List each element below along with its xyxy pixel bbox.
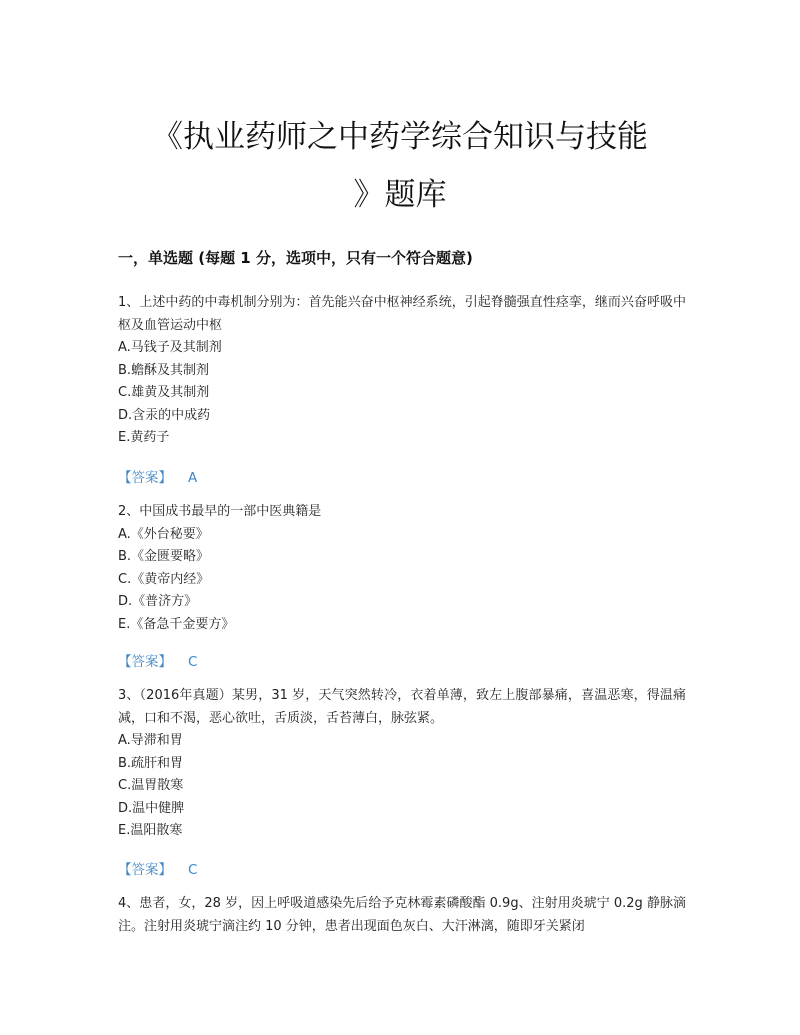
- question-1: [118, 292, 686, 450]
- document-title: [110, 108, 690, 224]
- answer-label: 【答案】: [118, 862, 172, 878]
- answer-label: 【答案】: [118, 470, 172, 486]
- question-text: 2、中国成书最早的一部中医典籍是: [118, 504, 322, 519]
- question-text: 4、患者，女，28 岁，因上呼吸道感染先后给予克林霉素磷酸酯 0.9g、注射用炎琥宁 0.2g 静脉滴注。注射用炎琥宁滴注约 10 分钟，患者出现面色灰白、大汗淋漓，随即牙关紧闭: [118, 896, 686, 934]
- option-b: B.蟾酥及其制剂: [118, 362, 210, 378]
- answer-value: C: [188, 862, 198, 878]
- option-c: C.雄黄及其制剂: [118, 385, 210, 400]
- question-text: 1、上述中药的中毒机制分别为：首先能兴奋中枢神经系统，引起脊髓强直性痉挛，继而兴奋呼吸中枢及血管运动中枢: [118, 295, 686, 333]
- document-title-line1: 《执业药师之中药学综合知识与技能: [152, 119, 648, 155]
- document-title-line2: 》题库: [353, 177, 447, 213]
- answer-value: A: [188, 470, 198, 486]
- option-d: D.温中健脾: [118, 800, 185, 816]
- answer-value: C: [188, 654, 198, 670]
- question-text: 3、（2016年真题）某男，31 岁，天气突然转冷，衣着单薄，致左上腹部暴痛，喜温恶寒，得温痛减，口和不渴，恶心欲吐，舌质淡，舌苔薄白，脉弦紧。: [118, 688, 686, 726]
- answer-1: [118, 466, 197, 486]
- section-heading: 一，单选题 (每题 1 分，选项中，只有一个符合题意): [118, 249, 473, 267]
- question-3: [118, 685, 686, 843]
- option-b: B.《金匮要略》: [118, 549, 210, 564]
- option-a: A.《外台秘要》: [118, 526, 209, 542]
- option-c: C.《黄帝内经》: [118, 571, 210, 587]
- option-a: A.马钱子及其制剂: [118, 340, 222, 355]
- option-d: D.含汞的中成药: [118, 407, 211, 423]
- option-e: E.《备急千金要方》: [118, 616, 235, 632]
- option-a: A.导滞和胃: [118, 733, 183, 748]
- question-2: [118, 501, 686, 636]
- option-e: E.温阳散寒: [118, 823, 183, 838]
- question-4: [118, 893, 686, 938]
- option-d: D.《普济方》: [118, 594, 198, 609]
- answer-3: [118, 858, 197, 878]
- answer-label: 【答案】: [118, 654, 172, 670]
- option-e: E.黄药子: [118, 430, 170, 445]
- answer-2: [118, 650, 197, 670]
- option-b: B.疏肝和胃: [118, 755, 184, 771]
- option-c: C.温胃散寒: [118, 778, 184, 793]
